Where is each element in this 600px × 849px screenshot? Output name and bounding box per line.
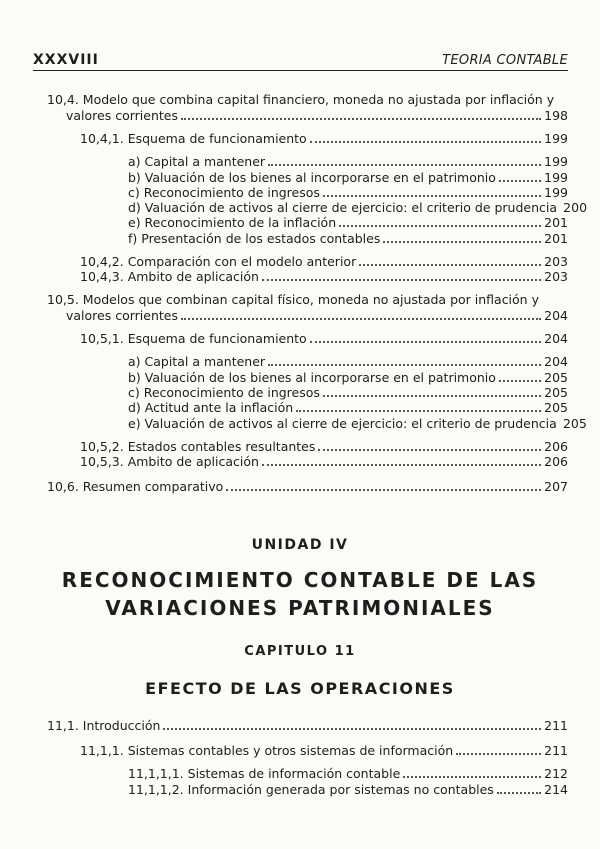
- toc-entry-page: 199: [544, 185, 568, 200]
- dot-leader: [383, 241, 541, 243]
- toc-entry-text: e) Reconocimiento de la inflación: [128, 215, 337, 230]
- toc-entry-text: 11,1. Introducción: [47, 718, 161, 733]
- unit-title-line1: RECONOCIMIENTO CONTABLE DE LAS: [61, 568, 539, 592]
- chapter-label: CAPITULO 11: [244, 644, 356, 659]
- toc-entry-text: d) Actitud ante la inflación: [128, 400, 294, 415]
- toc-entry-page: 204: [544, 354, 568, 369]
- toc-entry-text: 11,1,1,1. Sistemas de información contable: [128, 766, 401, 781]
- toc-entry-page: 203: [544, 254, 568, 269]
- toc-entry-text: 10,4,3. Ambito de aplicación: [80, 269, 259, 284]
- dot-leader: [323, 195, 541, 197]
- toc-entry-page: 205: [544, 385, 568, 400]
- toc-entry: [128, 399, 568, 415]
- toc-entry-text: 11,1,1,2. Información generada por sistemas no contables: [128, 782, 494, 797]
- dot-leader: [403, 776, 541, 778]
- toc-entry: [128, 353, 568, 369]
- dot-leader: [318, 449, 541, 451]
- toc-entry-10-4-line1: 10,4. Modelo que combina capital financiero, moneda no ajustada por inflación y: [47, 92, 555, 107]
- toc-entry-text: e) Valuación de activos al cierre de ejercicio: el criterio de prudencia: [128, 416, 557, 431]
- toc-entry: [128, 199, 588, 215]
- toc-entry-text: f) Presentación de los estados contables: [128, 231, 381, 246]
- dot-leader: [268, 164, 541, 166]
- toc-entry: [80, 130, 568, 146]
- toc-entry: [128, 230, 568, 246]
- toc-entry-page: 204: [544, 331, 568, 346]
- dot-leader: [339, 225, 541, 227]
- toc-entry-page: 212: [544, 766, 568, 781]
- dot-leader: [359, 264, 541, 266]
- dot-leader: [268, 364, 541, 366]
- toc-entry-page: 205: [562, 416, 587, 431]
- toc-entry: [128, 153, 568, 169]
- toc-entry-text: c) Reconocimiento de ingresos: [128, 385, 320, 400]
- toc-entry: [128, 184, 568, 200]
- dot-leader: [310, 141, 541, 143]
- toc-entry: [80, 253, 568, 269]
- toc-entry-page: 199: [544, 154, 568, 169]
- dot-leader: [262, 464, 541, 466]
- toc-entry: [80, 742, 568, 758]
- toc-entry: [66, 307, 568, 323]
- toc-entry-text: 10,5,3. Ambito de aplicación: [80, 454, 259, 469]
- toc-entry: [66, 107, 568, 123]
- toc-entry-text: 10,5,2. Estados contables resultantes: [80, 439, 316, 454]
- toc-entry-page: 211: [544, 718, 568, 733]
- toc-entry-text: a) Capital a mantener: [128, 354, 266, 369]
- toc-entry-page: 206: [544, 439, 568, 454]
- toc-entry-text: 10,5,1. Esquema de funcionamiento: [80, 331, 307, 346]
- toc-entry: [47, 717, 568, 733]
- toc-entry: [128, 415, 587, 431]
- toc-entry: [80, 330, 568, 346]
- toc-entry-page: 200: [563, 200, 588, 215]
- dot-leader: [499, 380, 541, 382]
- toc-entry: [80, 268, 568, 284]
- toc-entry: [47, 478, 568, 494]
- page-number: XXXVIII: [33, 52, 99, 68]
- toc-entry: [80, 453, 568, 469]
- toc-entry: [128, 781, 568, 797]
- toc-entry-text: 10,6. Resumen comparativo: [47, 479, 224, 494]
- toc-entry-page: 201: [544, 231, 568, 246]
- dot-leader: [181, 118, 541, 120]
- toc-entry: [128, 384, 568, 400]
- toc-entry-page: 205: [544, 370, 568, 385]
- toc-entry-text: d) Valuación de activos al cierre de ejercicio: el criterio de prudencia: [128, 200, 558, 215]
- header-rule: [33, 70, 568, 71]
- toc-entry: [128, 214, 568, 230]
- dot-leader: [181, 318, 541, 320]
- toc-entry-text: valores corrientes: [66, 108, 178, 123]
- toc-entry-page: 214: [544, 782, 568, 797]
- toc-entry-page: 206: [544, 454, 568, 469]
- unit-title-line2: VARIACIONES PATRIMONIALES: [105, 596, 495, 620]
- toc-entry-page: 211: [544, 743, 568, 758]
- toc-entry-text: c) Reconocimiento de ingresos: [128, 185, 320, 200]
- dot-leader: [296, 410, 541, 412]
- toc-entry-page: 199: [544, 131, 568, 146]
- toc-entry-page: 204: [544, 308, 568, 323]
- dot-leader: [456, 753, 541, 755]
- dot-leader: [497, 792, 541, 794]
- toc-entry-text: b) Valuación de los bienes al incorporarse en el patrimonio: [128, 170, 496, 185]
- toc-entry-text: valores corrientes: [66, 308, 178, 323]
- toc-entry-text: 11,1,1. Sistemas contables y otros sistemas de información: [80, 743, 454, 758]
- toc-entry-page: 198: [544, 108, 568, 123]
- toc-entry-page: 201: [544, 215, 568, 230]
- running-title: TEORIA CONTABLE: [442, 53, 568, 68]
- toc-entry-text: 10,4,2. Comparación con el modelo anterior: [80, 254, 357, 269]
- dot-leader: [226, 489, 541, 491]
- toc-entry-text: b) Valuación de los bienes al incorporarse en el patrimonio: [128, 370, 496, 385]
- dot-leader: [163, 728, 541, 730]
- toc-entry-text: 10,4,1. Esquema de funcionamiento: [80, 131, 307, 146]
- toc-entry-text: a) Capital a mantener: [128, 154, 266, 169]
- toc-entry-page: 203: [544, 269, 568, 284]
- unit-label: UNIDAD IV: [251, 537, 349, 553]
- dot-leader: [323, 395, 541, 397]
- toc-entry: [128, 169, 568, 185]
- toc-entry: [128, 765, 568, 781]
- dot-leader: [310, 341, 541, 343]
- toc-entry-page: 207: [544, 479, 568, 494]
- toc-entry-page: 199: [544, 170, 568, 185]
- dot-leader: [262, 279, 541, 281]
- dot-leader: [499, 180, 541, 182]
- chapter-title: EFECTO DE LAS OPERACIONES: [145, 679, 455, 698]
- toc-entry: [80, 438, 568, 454]
- toc-entry-page: 205: [544, 400, 568, 415]
- toc-entry-10-5-line1: 10,5. Modelos que combinan capital físico, moneda no ajustada por inflación y: [47, 292, 539, 307]
- toc-entry: [128, 369, 568, 385]
